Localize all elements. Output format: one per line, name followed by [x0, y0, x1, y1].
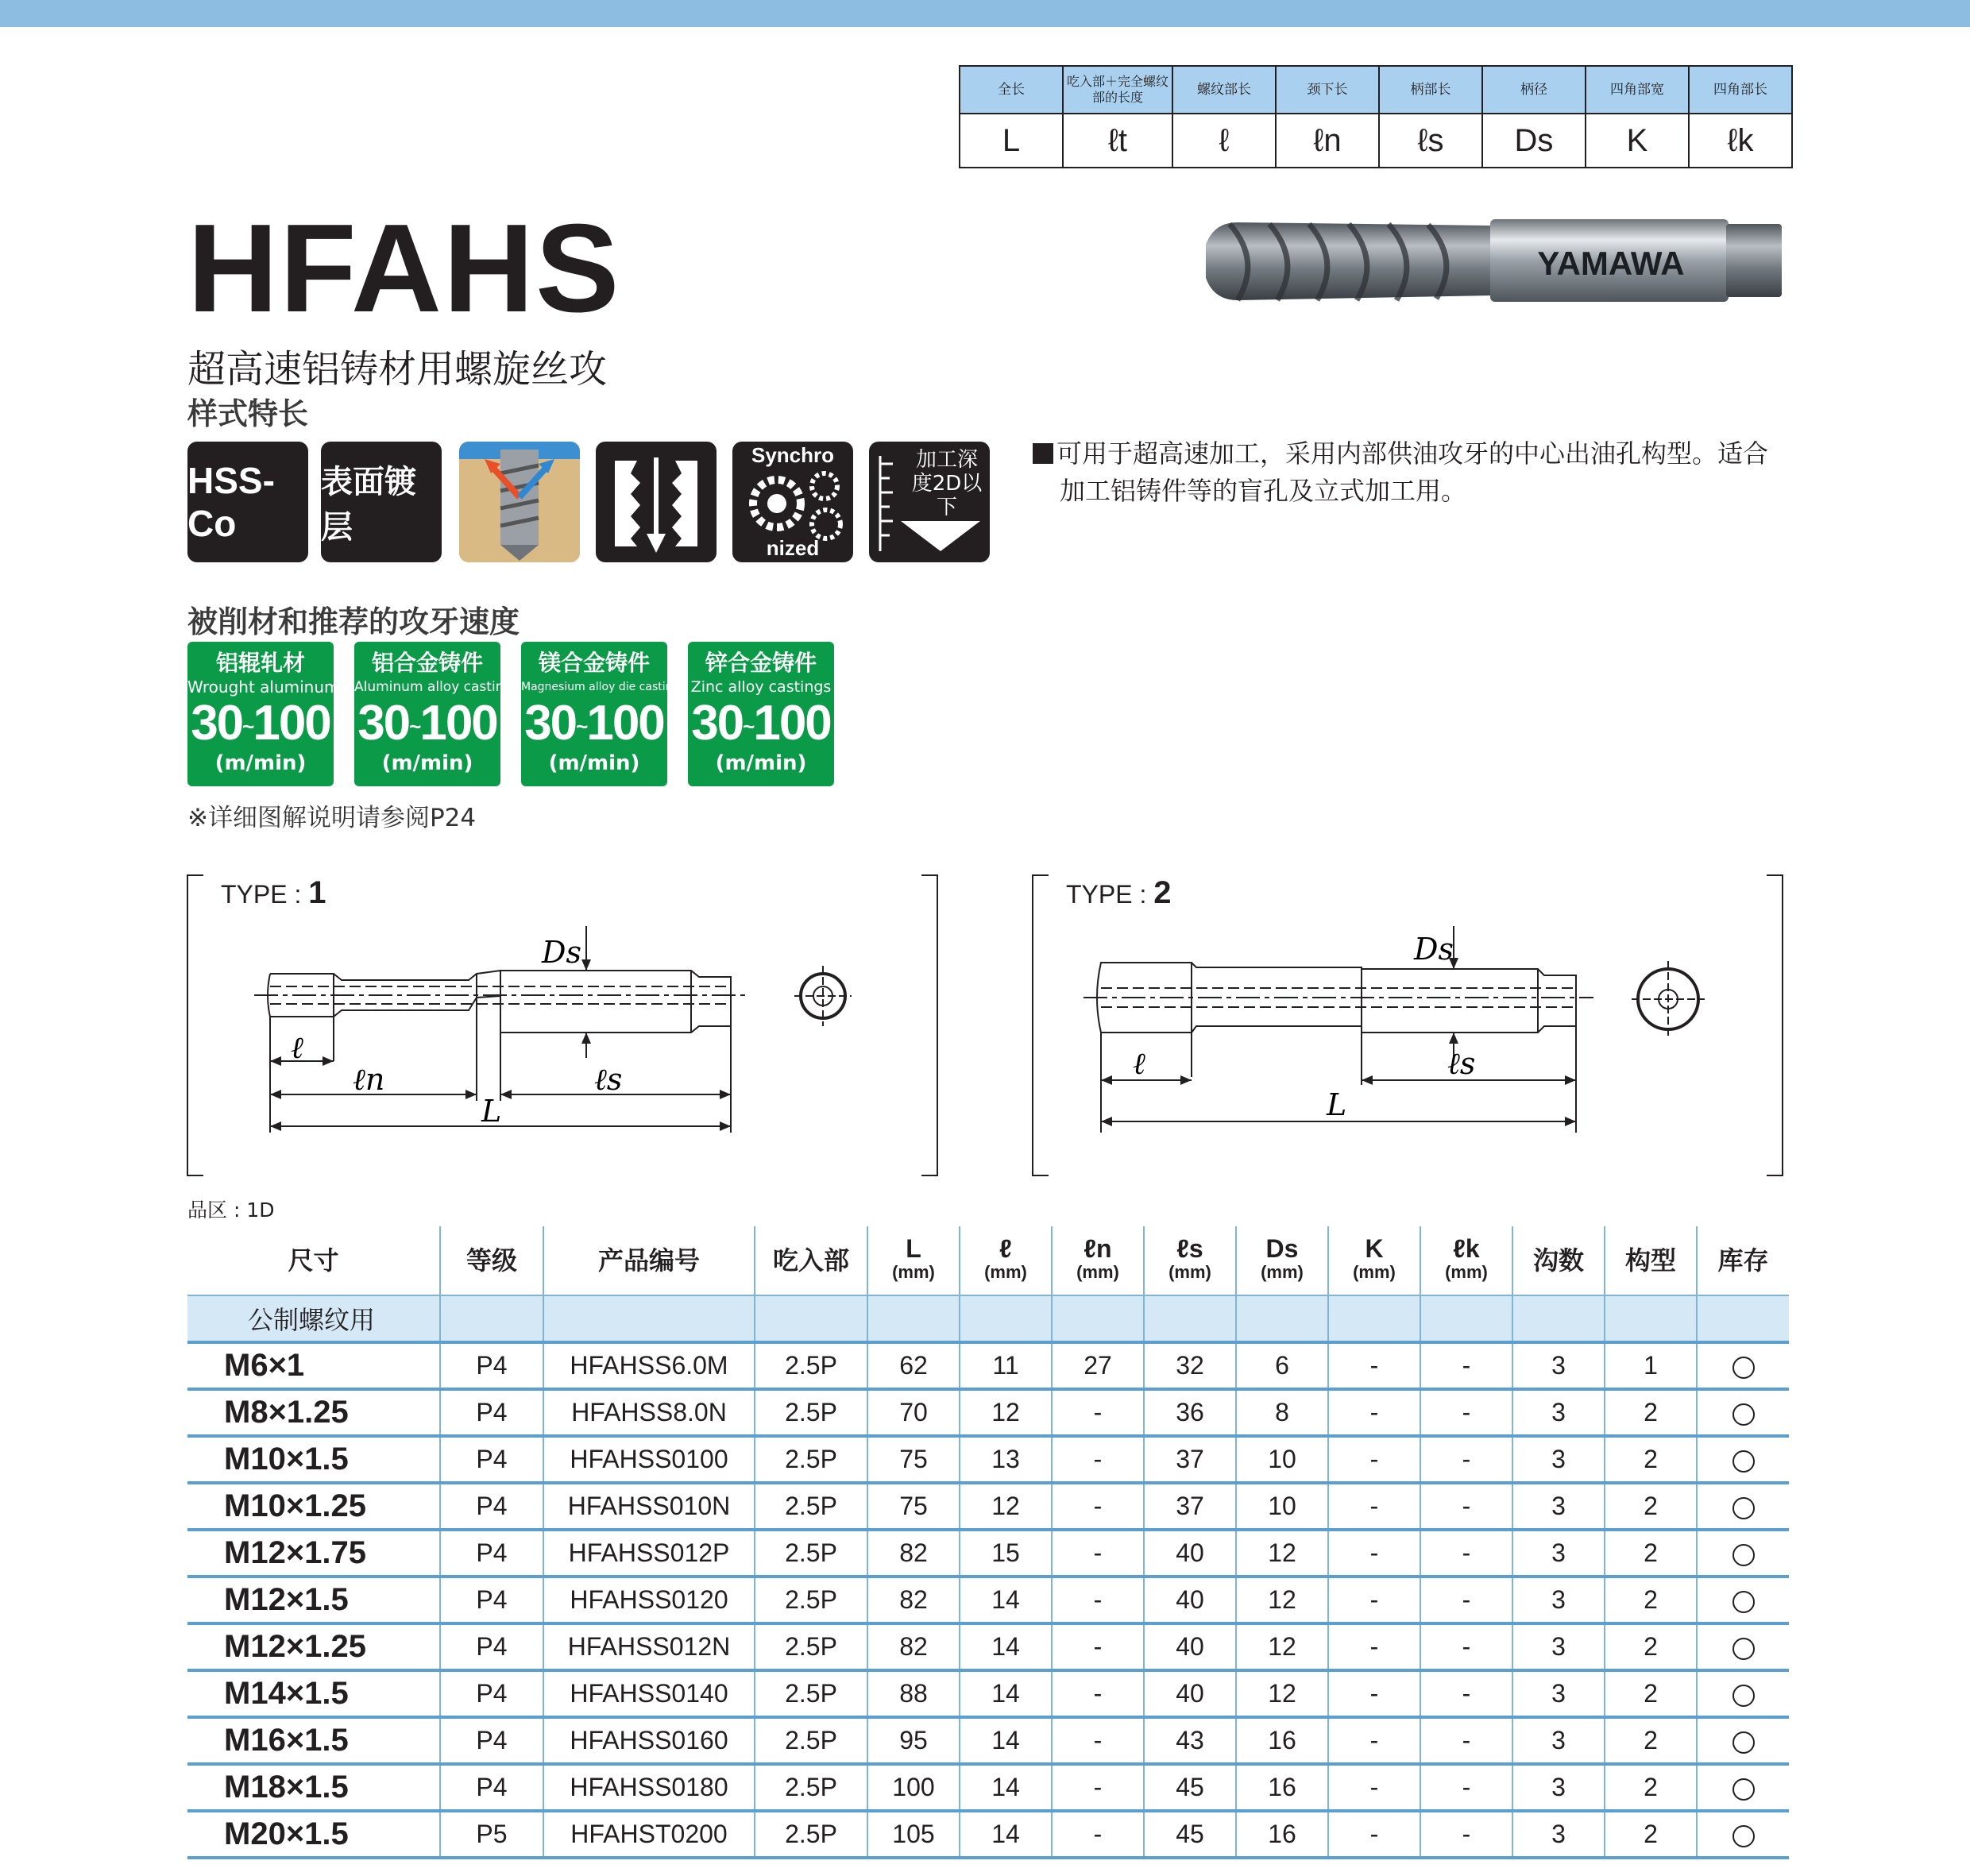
table-cell: 27	[1052, 1342, 1144, 1389]
symbol: ℓs	[1379, 114, 1482, 168]
dim-L: L	[1327, 1087, 1347, 1122]
column-header: 库存	[1697, 1226, 1789, 1295]
symbol: ℓn	[1276, 114, 1379, 168]
table-cell: P4	[440, 1389, 543, 1436]
product-title: HFAHS	[187, 199, 621, 338]
column-header: L (mm)	[867, 1226, 960, 1295]
symbol-label: 柄部长	[1379, 66, 1482, 114]
table-cell: 14	[960, 1811, 1052, 1858]
stock-cell	[1697, 1483, 1789, 1530]
table-cell: -	[1420, 1530, 1512, 1577]
table-cell: 3	[1512, 1436, 1605, 1483]
table-cell: -	[1420, 1577, 1512, 1623]
table-cell: 12	[1236, 1530, 1328, 1577]
in-stock-circle-icon	[1732, 1825, 1755, 1847]
table-cell: 36	[1144, 1389, 1236, 1436]
table-cell: -	[1420, 1764, 1512, 1811]
stock-cell	[1697, 1811, 1789, 1858]
table-cell: -	[1420, 1342, 1512, 1389]
table-cell: P4	[440, 1764, 543, 1811]
in-stock-circle-icon	[1732, 1544, 1755, 1566]
table-cell: -	[1052, 1623, 1144, 1670]
symbol-label: 螺纹部长	[1172, 66, 1276, 114]
table-cell: 3	[1512, 1530, 1605, 1577]
table-cell: 40	[1144, 1670, 1236, 1717]
table-cell: HFAHSS0180	[543, 1764, 755, 1811]
table-cell: 2.5P	[755, 1623, 867, 1670]
table-cell: 13	[960, 1436, 1052, 1483]
table-cell: P4	[440, 1342, 543, 1389]
table-row	[187, 1577, 1789, 1623]
top-color-bar	[0, 0, 1970, 27]
in-stock-circle-icon	[1732, 1450, 1755, 1473]
table-cell: 3	[1512, 1483, 1605, 1530]
symbol: ℓk	[1689, 114, 1792, 168]
table-cell: -	[1328, 1342, 1420, 1389]
table-cell: HFAHSS6.0M	[543, 1342, 755, 1389]
dim-l: ℓ	[291, 1030, 303, 1065]
stock-cell	[1697, 1342, 1789, 1389]
material-name-en: Magnesium alloy die castings	[521, 681, 686, 693]
speeds-heading: 被削材和推荐的攻牙速度	[187, 604, 520, 639]
icon-text: 表面镀层	[321, 465, 416, 545]
table-cell: -	[1052, 1530, 1144, 1577]
table-cell: 3	[1512, 1577, 1605, 1623]
table-cell: -	[1328, 1623, 1420, 1670]
in-stock-circle-icon	[1732, 1357, 1755, 1379]
table-cell: -	[1328, 1670, 1420, 1717]
table-cell: 16	[1236, 1764, 1328, 1811]
table-cell: -	[1052, 1670, 1144, 1717]
material-name: 铝辊轧材	[215, 650, 305, 676]
table-cell: 14	[960, 1577, 1052, 1623]
material-name-en: Zinc alloy castings	[690, 678, 832, 696]
symbol-label: 四角部长	[1689, 66, 1792, 114]
table-cell: HFAHSS010N	[543, 1483, 755, 1530]
table-cell: 12	[1236, 1623, 1328, 1670]
symbol-value-row	[960, 114, 1792, 168]
speed-range: 30~100	[357, 696, 497, 751]
table-cell: 45	[1144, 1764, 1236, 1811]
stock-cell	[1697, 1670, 1789, 1717]
table-cell: 16	[1236, 1717, 1328, 1764]
column-header: ℓs (mm)	[1144, 1226, 1236, 1295]
table-cell: HFAHSS0140	[543, 1670, 755, 1717]
table-cell: -	[1328, 1577, 1420, 1623]
dim-ds: Ds	[542, 935, 581, 970]
table-cell: HFAHSS012P	[543, 1530, 755, 1577]
symbol: K	[1586, 114, 1689, 168]
spiral-flute-icon	[596, 442, 717, 562]
symbol: ℓ	[1172, 114, 1276, 168]
table-cell: 70	[867, 1389, 960, 1436]
table-cell: M10×1.25	[187, 1483, 440, 1530]
table-row	[187, 1483, 1789, 1530]
symbol-label: 柄径	[1482, 66, 1586, 114]
table-cell: 45	[1144, 1811, 1236, 1858]
table-cell: 75	[867, 1436, 960, 1483]
table-cell: 14	[960, 1764, 1052, 1811]
table-cell: -	[1328, 1530, 1420, 1577]
table-cell: -	[1328, 1811, 1420, 1858]
table-cell: 14	[960, 1623, 1052, 1670]
description-line: 可用于超高速加工，采用内部供油攻牙的中心出油孔构型。适合	[1056, 438, 1769, 469]
table-cell: 37	[1144, 1436, 1236, 1483]
table-cell: P4	[440, 1483, 543, 1530]
grade-note: 品区 : 1D	[187, 1199, 275, 1222]
icon-text: HSS-Co	[187, 460, 275, 544]
table-cell: 40	[1144, 1577, 1236, 1623]
speed-range: 30~100	[524, 696, 664, 751]
table-cell: -	[1052, 1436, 1144, 1483]
table-cell: 82	[867, 1577, 960, 1623]
stock-cell	[1697, 1436, 1789, 1483]
in-stock-circle-icon	[1732, 1591, 1755, 1613]
table-cell: 2.5P	[755, 1717, 867, 1764]
through-coolant-icon	[459, 442, 580, 562]
table-cell: HFAHSS8.0N	[543, 1389, 755, 1436]
group-row	[187, 1295, 1789, 1342]
stock-cell	[1697, 1577, 1789, 1623]
speed-unit: (m/min)	[548, 751, 640, 775]
material-name: 锌合金铸件	[705, 650, 817, 676]
in-stock-circle-icon	[1732, 1778, 1755, 1801]
table-cell: -	[1328, 1717, 1420, 1764]
table-cell: P4	[440, 1717, 543, 1764]
table-cell: -	[1328, 1389, 1420, 1436]
in-stock-circle-icon	[1732, 1497, 1755, 1519]
dim-ls: ℓs	[594, 1062, 623, 1097]
table-cell: M8×1.25	[187, 1389, 440, 1436]
table-cell: 3	[1512, 1717, 1605, 1764]
material-name-en: Aluminum alloy castings	[354, 679, 520, 695]
table-cell: P4	[440, 1530, 543, 1577]
symbol-legend-table	[959, 65, 1793, 168]
table-cell: 3	[1512, 1764, 1605, 1811]
table-cell: 12	[960, 1483, 1052, 1530]
table-cell: 12	[960, 1389, 1052, 1436]
table-cell: 2.5P	[755, 1389, 867, 1436]
table-cell: HFAHSS0100	[543, 1436, 755, 1483]
table-cell: 43	[1144, 1717, 1236, 1764]
table-cell: 10	[1236, 1483, 1328, 1530]
table-cell: -	[1052, 1764, 1144, 1811]
material-name: 镁合金铸件	[538, 650, 650, 676]
table-cell: 6	[1236, 1342, 1328, 1389]
column-header: 产品编号	[543, 1226, 755, 1295]
column-header: 等级	[440, 1226, 543, 1295]
table-cell: 62	[867, 1342, 960, 1389]
stock-cell	[1697, 1764, 1789, 1811]
table-cell: -	[1052, 1483, 1144, 1530]
tool-brand-text: YAMAWA	[1537, 245, 1685, 282]
table-cell: M12×1.5	[187, 1577, 440, 1623]
group-label: 公制螺纹用	[187, 1295, 440, 1342]
table-cell: 14	[960, 1717, 1052, 1764]
table-cell: M6×1	[187, 1342, 440, 1389]
table-cell: 32	[1144, 1342, 1236, 1389]
table-cell: -	[1420, 1623, 1512, 1670]
stock-cell	[1697, 1530, 1789, 1577]
symbol: ℓt	[1063, 114, 1172, 168]
table-cell: 2.5P	[755, 1342, 867, 1389]
table-cell: 88	[867, 1670, 960, 1717]
table-cell: P5	[440, 1811, 543, 1858]
speed-card	[688, 642, 834, 786]
bullet-square-icon	[1033, 443, 1053, 464]
table-cell: M12×1.75	[187, 1530, 440, 1577]
table-cell: 100	[867, 1764, 960, 1811]
table-cell: 2	[1605, 1717, 1697, 1764]
table-cell: -	[1328, 1483, 1420, 1530]
table-cell: 105	[867, 1811, 960, 1858]
table-cell: M14×1.5	[187, 1670, 440, 1717]
dim-ds: Ds	[1414, 932, 1454, 967]
table-cell: 37	[1144, 1483, 1236, 1530]
column-header: ℓ (mm)	[960, 1226, 1052, 1295]
table-cell: -	[1420, 1436, 1512, 1483]
table-cell: 75	[867, 1483, 960, 1530]
table-cell: 2.5P	[755, 1811, 867, 1858]
symbol-label: 吃入部＋完全螺纹部的长度	[1063, 66, 1172, 114]
table-cell: -	[1328, 1436, 1420, 1483]
speed-unit: (m/min)	[214, 751, 307, 775]
speed-card	[521, 642, 686, 786]
table-row	[187, 1389, 1789, 1436]
column-header: 构型	[1605, 1226, 1697, 1295]
type-1-label: TYPE : 1	[221, 875, 326, 910]
product-description	[1033, 435, 1787, 510]
coating-icon	[321, 442, 442, 562]
speed-card	[187, 642, 340, 786]
table-cell: -	[1420, 1670, 1512, 1717]
table-cell: 1	[1605, 1342, 1697, 1389]
table-cell: HFAHSS0160	[543, 1717, 755, 1764]
column-header: ℓk (mm)	[1420, 1226, 1512, 1295]
table-cell: 3	[1512, 1342, 1605, 1389]
symbol-label: 四角部宽	[1586, 66, 1689, 114]
type-1-diagram	[183, 870, 942, 1182]
hss-co-icon	[187, 442, 308, 562]
table-cell: P4	[440, 1670, 543, 1717]
table-cell: 2	[1605, 1623, 1697, 1670]
table-cell: 11	[960, 1342, 1052, 1389]
table-cell: -	[1052, 1389, 1144, 1436]
table-cell: 2	[1605, 1530, 1697, 1577]
table-row	[187, 1342, 1789, 1389]
table-header-row	[187, 1226, 1789, 1295]
table-cell: 2	[1605, 1670, 1697, 1717]
table-cell: 95	[867, 1717, 960, 1764]
table-cell: M20×1.5	[187, 1811, 440, 1858]
column-header: ℓn (mm)	[1052, 1226, 1144, 1295]
speed-range: 30~100	[191, 696, 330, 751]
table-cell: 3	[1512, 1623, 1605, 1670]
table-cell: -	[1052, 1811, 1144, 1858]
table-cell: 2	[1605, 1389, 1697, 1436]
type-2-diagram	[1028, 870, 1787, 1182]
speed-unit: (m/min)	[715, 751, 807, 775]
table-cell: 2	[1605, 1764, 1697, 1811]
table-row	[187, 1530, 1789, 1577]
table-cell: 15	[960, 1530, 1052, 1577]
table-cell: -	[1052, 1717, 1144, 1764]
table-cell: 14	[960, 1670, 1052, 1717]
type-2-label: TYPE : 2	[1066, 875, 1172, 910]
table-cell: 12	[1236, 1670, 1328, 1717]
column-header: K (mm)	[1328, 1226, 1420, 1295]
in-stock-circle-icon	[1732, 1685, 1755, 1707]
table-row	[187, 1717, 1789, 1764]
table-row	[187, 1670, 1789, 1717]
table-cell: -	[1420, 1811, 1512, 1858]
symbol-label: 颈下长	[1276, 66, 1379, 114]
dim-ls: ℓs	[1447, 1046, 1476, 1081]
table-cell: 2	[1605, 1577, 1697, 1623]
column-header: 尺寸	[288, 1246, 339, 1275]
table-cell: 2.5P	[755, 1530, 867, 1577]
in-stock-circle-icon	[1732, 1731, 1755, 1754]
table-cell: P4	[440, 1623, 543, 1670]
dim-l: ℓ	[1133, 1046, 1145, 1081]
table-cell: -	[1420, 1389, 1512, 1436]
table-cell: 12	[1236, 1577, 1328, 1623]
table-row	[187, 1764, 1789, 1811]
table-cell: HFAHSS012N	[543, 1623, 755, 1670]
synchronized-icon	[732, 442, 853, 562]
symbol: Ds	[1482, 114, 1586, 168]
table-cell: HFAHST0200	[543, 1811, 755, 1858]
table-cell: 2.5P	[755, 1436, 867, 1483]
table-cell: M10×1.5	[187, 1436, 440, 1483]
table-row	[187, 1623, 1789, 1670]
tap-tool-illustration	[1206, 213, 1786, 316]
features-heading: 样式特长	[187, 396, 309, 431]
table-cell: 16	[1236, 1811, 1328, 1858]
column-header: 沟数	[1512, 1226, 1605, 1295]
table-cell: 8	[1236, 1389, 1328, 1436]
spec-table	[187, 1226, 1789, 1859]
icon-text-top: Synchro	[751, 443, 835, 467]
table-cell: 40	[1144, 1623, 1236, 1670]
table-cell: 40	[1144, 1530, 1236, 1577]
table-cell: M12×1.25	[187, 1623, 440, 1670]
symbol: L	[960, 114, 1063, 168]
table-cell: 2.5P	[755, 1577, 867, 1623]
in-stock-circle-icon	[1732, 1638, 1755, 1660]
table-cell: -	[1052, 1577, 1144, 1623]
reference-note: ※详细图解说明请参阅P24	[187, 804, 477, 832]
table-cell: 2	[1605, 1811, 1697, 1858]
stock-cell	[1697, 1389, 1789, 1436]
table-cell: -	[1420, 1717, 1512, 1764]
speed-card	[354, 642, 520, 786]
table-cell: -	[1420, 1483, 1512, 1530]
table-cell: 2.5P	[755, 1764, 867, 1811]
table-row	[187, 1436, 1789, 1483]
table-cell: -	[1328, 1764, 1420, 1811]
speed-range: 30~100	[691, 696, 831, 751]
speed-unit: (m/min)	[381, 751, 473, 775]
material-name-en: Wrought aluminum	[187, 677, 340, 697]
in-stock-circle-icon	[1732, 1403, 1755, 1426]
table-cell: M18×1.5	[187, 1764, 440, 1811]
depth-icon	[869, 442, 990, 562]
dim-ln: ℓn	[353, 1062, 385, 1097]
product-subtitle: 超高速铝铸材用螺旋丝攻	[187, 347, 608, 392]
material-name: 铝合金铸件	[371, 650, 483, 676]
table-cell: 2.5P	[755, 1670, 867, 1717]
dim-L: L	[481, 1094, 502, 1129]
icon-text: 加工深度2D以下	[911, 448, 983, 519]
table-cell: 82	[867, 1530, 960, 1577]
description-line: 加工铝铸件等的盲孔及立式加工用。	[1060, 476, 1467, 506]
icon-text-bottom: nized	[766, 536, 820, 560]
table-cell: 10	[1236, 1436, 1328, 1483]
table-row	[187, 1811, 1789, 1858]
table-cell: 82	[867, 1623, 960, 1670]
symbol-label-row	[960, 66, 1792, 114]
table-cell: 2	[1605, 1483, 1697, 1530]
stock-cell	[1697, 1717, 1789, 1764]
column-header: Ds (mm)	[1236, 1226, 1328, 1295]
table-cell: 2	[1605, 1436, 1697, 1483]
table-cell: P4	[440, 1577, 543, 1623]
table-cell: M16×1.5	[187, 1717, 440, 1764]
table-cell: HFAHSS0120	[543, 1577, 755, 1623]
table-cell: 3	[1512, 1811, 1605, 1858]
table-cell: P4	[440, 1436, 543, 1483]
table-cell: 3	[1512, 1389, 1605, 1436]
column-header: 吃入部	[755, 1226, 867, 1295]
stock-cell	[1697, 1623, 1789, 1670]
table-cell: 3	[1512, 1670, 1605, 1717]
symbol-label: 全长	[960, 66, 1063, 114]
table-cell: 2.5P	[755, 1483, 867, 1530]
